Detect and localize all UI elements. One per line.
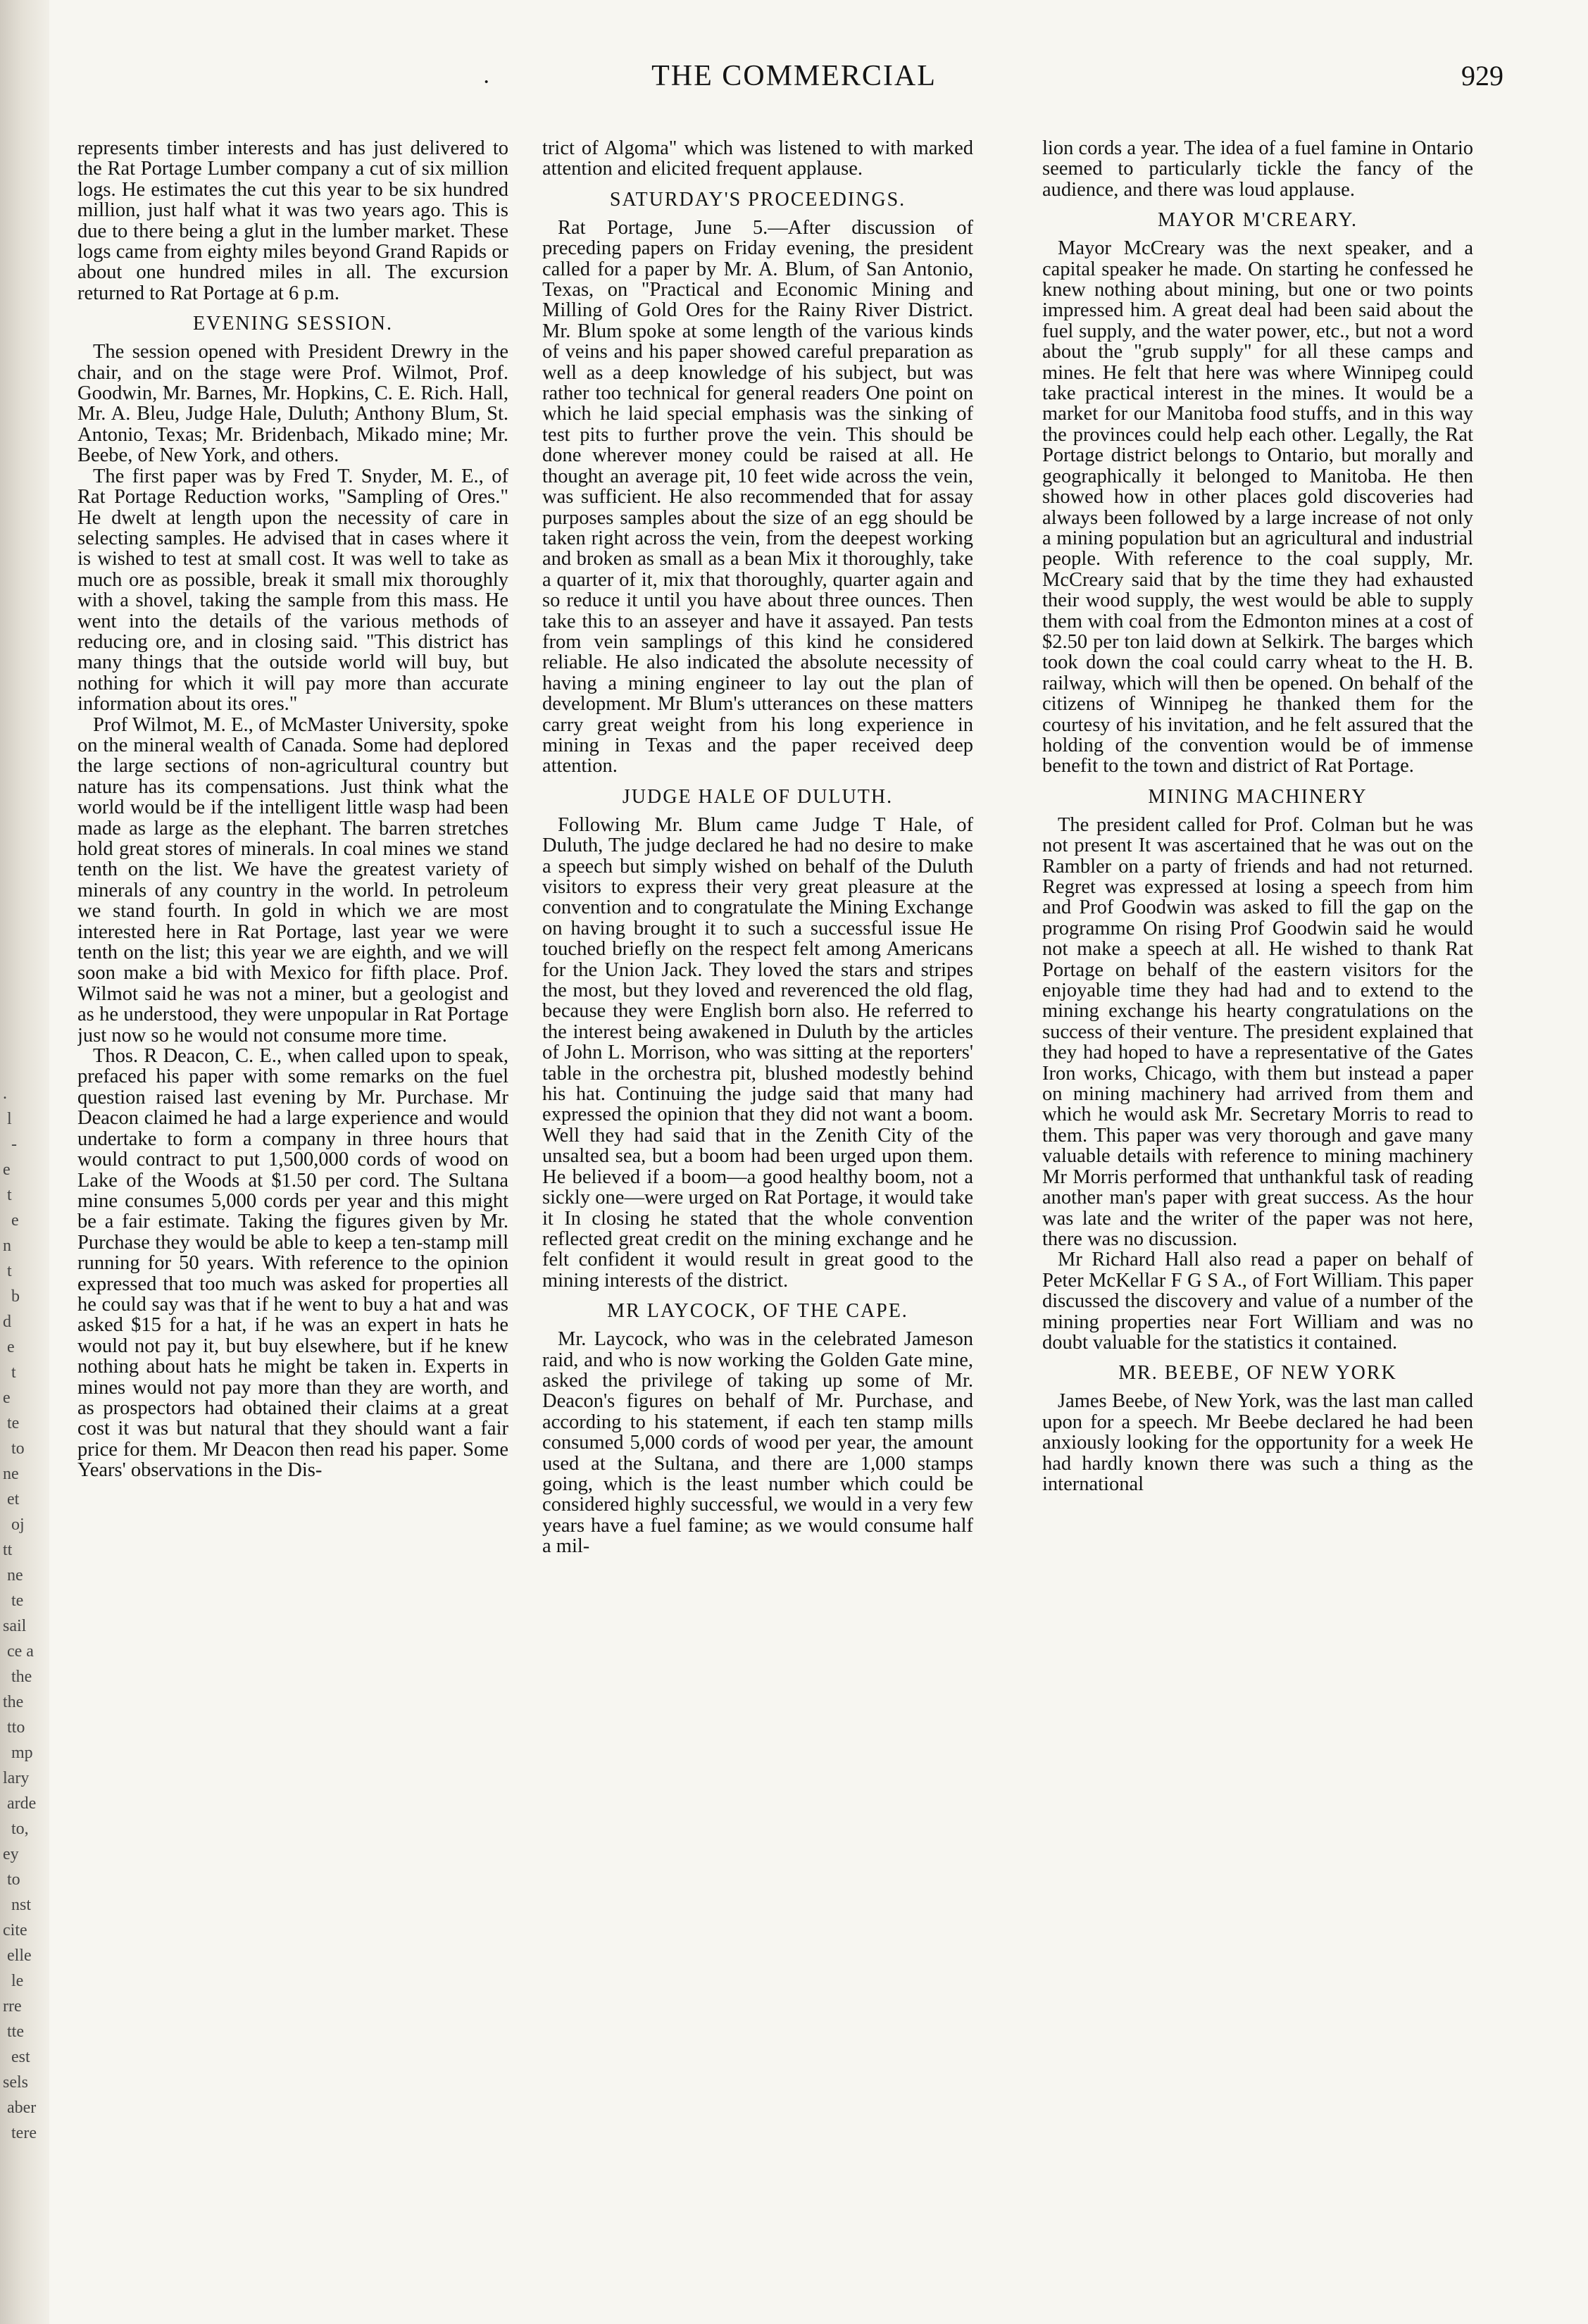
margin-fragment: the: [3, 1693, 24, 1711]
margin-fragment: e: [7, 1338, 15, 1356]
margin-fragment: rre: [3, 1997, 22, 2016]
article-paragraph: Mr. Laycock, who was in the celebrated Jameson raid, and who is now working the Golden Gate mine, asked the privilege of taking up some of Mr. Deacon's figures on behalf of Mr. Purchase, and according to his statement, if each ten stamp mills consumed 5,000 cords of wood per year, the amount used at the Sultana, and there are 1,000 stamps going, which is the least number which could be considered highly successful, we would in a very few years have a fuel famine; as we would consume half a mil-: [542, 1328, 973, 1558]
margin-fragment: ne: [7, 1566, 23, 1585]
margin-fragment: e: [3, 1161, 11, 1179]
margin-fragment: ne: [3, 1465, 19, 1483]
margin-fragment: the: [11, 1668, 32, 1686]
margin-fragment: -: [11, 1135, 17, 1154]
margin-fragment: te: [11, 1592, 24, 1610]
margin-fragment: tt: [3, 1541, 13, 1559]
margin-fragment: t: [7, 1262, 12, 1280]
margin-fragment: elle: [7, 1947, 32, 1965]
header-dot: ·: [482, 69, 491, 95]
article-paragraph: lion cords a year. The idea of a fuel famine in Ontario seemed to particularly tickle the fancy of the audience, and there was loud applause.: [1042, 138, 1473, 201]
article-column-3: [1042, 138, 1473, 2293]
newspaper-title: THE COMMERCIAL: [651, 60, 937, 92]
article-paragraph: represents timber interests and has just delivered to the Rat Portage Lumber company a cut of six million logs. He estimates the cut this year to be six hundred million, just half what it was two years ago. This is due to there being a glut in the lumber market. These logs came from eighty miles beyond Grand Rapids or about one hundred miles in all. The excursion returned to Rat Portage at 6 p.m.: [77, 138, 508, 304]
margin-fragment: to,: [11, 1820, 29, 1838]
margin-fragment: nst: [11, 1896, 32, 1914]
page-header: [0, 59, 1588, 101]
section-heading: MINING MACHINERY: [1148, 785, 1368, 808]
article-paragraph: James Beebe, of New York, was the last man called upon for a speech. Mr Beebe declared he had been anxiously looking for the opportunity for a week He had hardly known there was such a thing as the international: [1042, 1390, 1473, 1495]
margin-fragment: t: [11, 1363, 16, 1382]
margin-fragment: to: [11, 1439, 25, 1458]
margin-fragment: sels: [3, 2073, 28, 2092]
margin-fragment: n: [3, 1237, 11, 1255]
margin-fragment: est: [11, 2048, 30, 2066]
margin-fragment: tte: [7, 2023, 24, 2041]
section-heading: MAYOR M'CREARY.: [1157, 209, 1358, 232]
margin-fragment: e: [3, 1389, 11, 1407]
margin-fragment: tto: [7, 1718, 25, 1737]
margin-fragment: lary: [3, 1769, 30, 1787]
margin-fragment: te: [7, 1414, 20, 1432]
facing-page-margin: [0, 0, 67, 2324]
section-heading: SATURDAY'S PROCEEDINGS.: [609, 188, 906, 211]
section-heading: JUDGE HALE OF DULUTH.: [622, 785, 894, 808]
section-heading: EVENING SESSION.: [193, 313, 393, 335]
margin-fragment: e: [11, 1211, 19, 1230]
article-paragraph: Thos. R Deacon, C. E., when called upon to speak, prefaced his paper with some remarks on the fuel question raised last evening by Mr. Purchase. Mr Deacon claimed he had a large experience and would undertake to form a company in three hours that would contract to put 1,500,000 cords of wood on Lake of the Woods at $1.50 per cord. The Sultana mine consumes 5,000 cords per year and this might be a fair estimate. Taking the figures given by Mr. Purchase they would be able to keep a ten-stamp mill running for 50 years. With reference to the opinion expressed that too much was asked for properties all he could say was that if he went to buy a hat and was asked $15 for a hat, if he was an expert in hats he would not pay it, but buy elsewhere, but if he knew nothing about hats he might be taken in. Experts in mines would not pay more than they are worth, and as prospectors had obtained their claims at a great cost it was but natural that they should want a fair price for them. Mr Deacon then read his paper. Some Years' observations in the Dis-: [77, 1045, 508, 1482]
margin-fragment: ey: [3, 1845, 19, 1863]
article-paragraph: Following Mr. Blum came Judge T Hale, of Duluth, The judge declared he had no desire to make a speech but simply wished on behalf of the Duluth visitors to express their very great pleasure at the convention and to congratulate the Mining Exchange on having brought it to such a successful issue He touched briefly on the respect felt among Americans for the Union Jack. They loved the stars and stripes the most, but they loved and reverenced the old flag, because they were English born also. He referred to the interest being awakened in Duluth by the articles of John L. Morrison, who was sitting at the reporters' table in the orchestra pit, blushed modestly behind his hat. Continuing the judge said that many had expressed the opinion that they did not want a boom. Well they had said that in the Zenith City of the unsalted sea, but a boom had been urged upon them. He believed if a boom—a good healthy boom, not a sickly one—were urged on Rat Portage, it would take it In closing he stated that the whole convention reflected great credit on the mining exchange and he felt confident it would result in great good to the mining interests of the district.: [542, 813, 973, 1292]
margin-fragment: l: [7, 1110, 12, 1128]
margin-fragment: .: [3, 1085, 7, 1103]
article-paragraph: The president called for Prof. Colman but he was not present It was ascertained that he was out on the Rambler on a party of friends and had not returned. Regret was expressed at losing a speech from him and Prof Goodwin was asked to fill the gap on the programme On rising Prof Goodwin said he would not make a speech at all. He wished to thank Rat Portage on behalf of the eastern visitors for the enjoyable time they had had and to extend to the mining exchange his hearty congratulations on the success of their venture. The president explained that they had hoped to have a representative of the Gates Iron works, Chicago, with them but instead a paper on mining machinery had arrived from them and which he would ask Mr. Secretary Morris to read to them. This paper was very thorough and gave many valuable details with reference to mining machinery Mr Morris performed that unthankful task of reading another man's paper with great success. As the hour was late and the writer of the paper was not here, there was no discussion.: [1042, 813, 1473, 1250]
section-heading: MR LAYCOCK, OF THE CAPE.: [607, 1300, 908, 1323]
margin-fragment: tere: [11, 2124, 37, 2142]
margin-fragment: cite: [3, 1921, 27, 1939]
article-paragraph: Prof Wilmot, M. E., of McMaster University, spoke on the mineral wealth of Canada. Some had deplored the large sections of non-agricultural country but nature has its compensations. Just think what the world would be if the intelligent little wasp had been made as large as the elephant. The barren stretches hold great stores of minerals. In coal mines we stand tenth on the list. We have the greatest variety of minerals of any country in the world. In petroleum we stand fourth. In gold in which we are most interested here in Rat Portage, last year we were tenth on the list; this year we are eighth, and we will soon make a bid with Mexico for fifth place. Prof. Wilmot said he was not a miner, but a geologist and as he understood, they were unpopular in Rat Portage just now so he would not consume more time.: [77, 713, 508, 1047]
margin-fragment: d: [3, 1313, 11, 1331]
article-paragraph: trict of Algoma" which was listened to with marked attention and elicited frequent applause.: [542, 138, 973, 180]
article-paragraph: The session opened with President Drewry in the chair, and on the stage were Prof. Wilmot, Prof. Goodwin, Mr. Barnes, Mr. Hopkins, C. E. Rich. Hall, Mr. A. Bleu, Judge Hale, Duluth; Anthony Blum, St. Antonio, Texas; Mr. Bridenbach, Mikado mine; Mr. Beebe, of New York, and others.: [77, 341, 508, 467]
section-heading: MR. BEEBE, OF NEW YORK: [1118, 1362, 1397, 1385]
margin-fragment: aber: [7, 2099, 37, 2117]
article-paragraph: Mayor McCreary was the next speaker, and a capital speaker he made. On starting he confessed he knew nothing about mining, but one or two points impressed him. A great deal had been said about the fuel supply, and the water power, etc., but not a word about the "grub supply" for all these camps and mines. He felt that here was where Winnipeg could take practical interest in the mines. It would be a market for our Manitoba food stuffs, and in this way the provinces could help each other. Legally, the Rat Portage district belongs to Ontario, but morally and geographically it belonged to Manitoba. He then showed how in other places gold discoveries had always been followed by a large increase of not only a mining population but an agricultural and industrial people. With reference to the coal supply, Mr. McCreary said that by the time they had exhausted their wood supply, the west would be able to supply them with coal from the Edmonton mines at a cost of $2.50 per ton laid down at Selkirk. The barges which took down the coal could carry wheat to the H. B. railway, which will then be opened. On behalf of the citizens of Winnipeg he thanked them for the courtesy of his invitation, and he felt assured that the holding of the convention would be of immense benefit to the town and district of Rat Portage.: [1042, 237, 1473, 777]
article-paragraph: Rat Portage, June 5.—After discussion of preceding papers on Friday evening, the president called for a paper by Mr. A. Blum, of San Antonio, Texas, on "Practical and Economic Mining and Milling of Gold Ores for the Rainy River District. Mr. Blum spoke at some length of the various kinds of veins and his paper showed careful preparation as well as a deep knowledge of his subject, but was rather too technical for general readers One point on which he laid special emphasis was the sinking of test pits to further prove the vein. This should be done wherever money could be raised at all. He thought an average pit, 10 feet wide across the vein, was sufficient. He also recommended that for assay purposes samples about the size of an egg should be taken right across the vein, from the deepest working and broken as small as a bean Mix it thoroughly, take a quarter of it, mix that thoroughly, quarter again and so reduce it until you have about three ounces. Then take this to an asseyer and have it assayed. Pan tests from vein samplings of this kind he considered reliable. He also indicated the absolute necessity of having a mining engineer to lay out the plan of development. Mr Blum's utterances on these matters carry great weight from his long experience in mining in Texas and the paper received deep attention.: [542, 216, 973, 777]
article-column-1: [77, 138, 508, 2293]
margin-fragment: oj: [11, 1516, 25, 1534]
margin-fragment: mp: [11, 1744, 33, 1762]
article-paragraph: The first paper was by Fred T. Snyder, M. E., of Rat Portage Reduction works, "Sampling of Ores." He dwelt at length upon the necessity of care in selecting samples. He advised that in cases where it is wished to test at small cost. It was well to take as much ore as possible, break it small mix thoroughly with a shovel, taking the sample from this mass. He went into the details of the various methods of reducing ore, and in closing said. "This district has many things that the outside world will buy, but nothing for which it will pay more than accurate information about its ores.": [77, 465, 508, 716]
margin-fragment: et: [7, 1490, 20, 1508]
margin-fragment: t: [7, 1186, 12, 1204]
margin-fragment: to: [7, 1870, 20, 1889]
margin-fragment: sail: [3, 1617, 27, 1635]
margin-fragment: le: [11, 1972, 24, 1990]
article-column-2: [542, 138, 973, 2293]
article-paragraph: Mr Richard Hall also read a paper on behalf of Peter McKellar F G S A., of Fort William. This paper discussed the discovery and value of a number of the mining properties near Fort William and was no doubt valuable for the statistics it contained.: [1042, 1249, 1473, 1354]
page-number: 929: [1461, 60, 1503, 92]
margin-fragment: arde: [7, 1794, 37, 1813]
margin-fragment: b: [11, 1287, 20, 1306]
margin-fragment: ce a: [7, 1642, 34, 1661]
